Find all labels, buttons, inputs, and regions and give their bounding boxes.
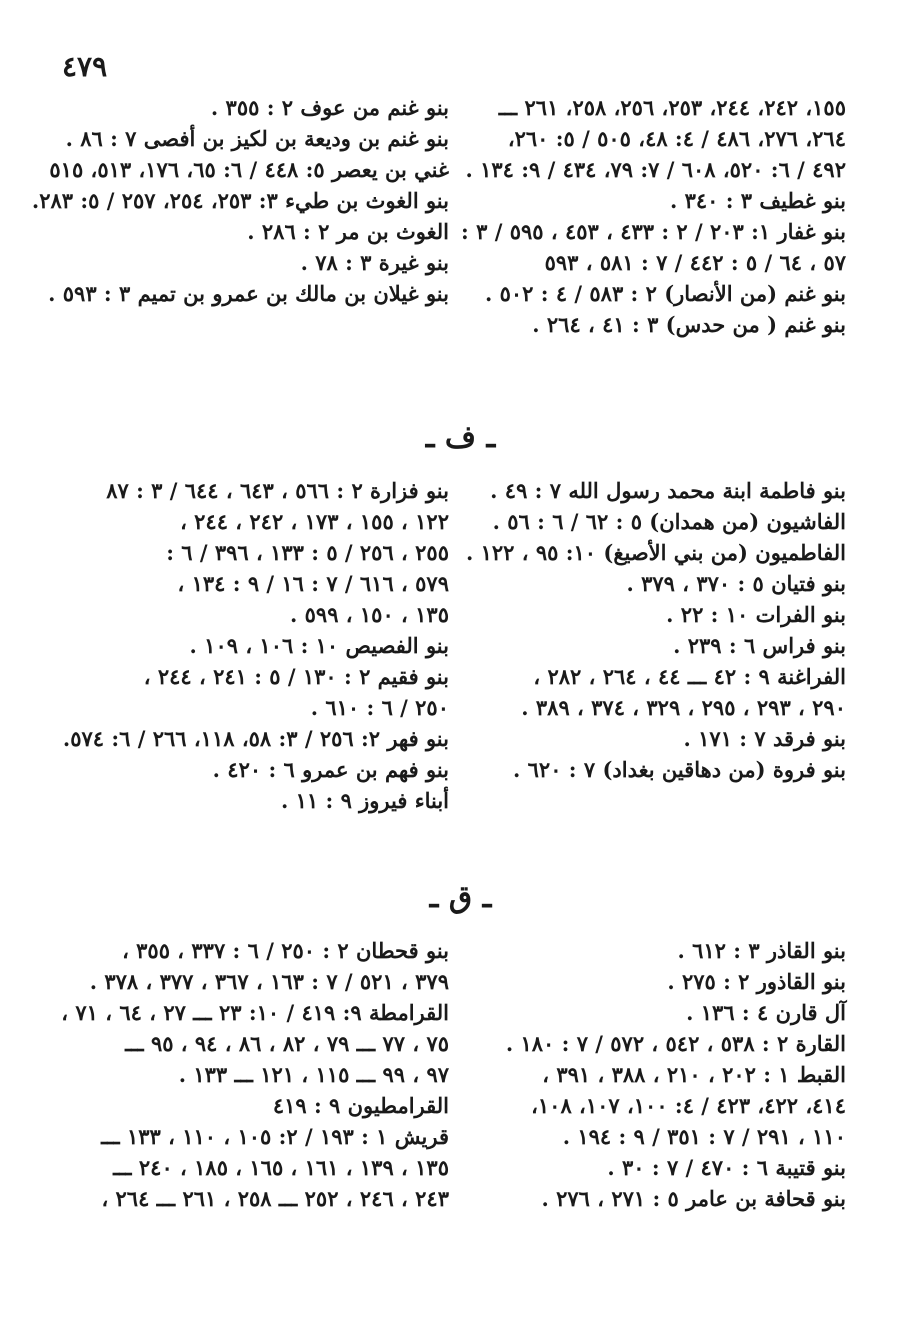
section-header-qaf: ـ ق ـ: [429, 880, 492, 915]
index-entry-line: ١٢٢ ، ١٥٥ ، ١٧٣ ، ٢٤٢ ، ٢٤٤ ،: [180, 509, 449, 534]
index-entry-line: ٩٧ ، ٩٩ ـــ ١١٥ ، ١٢١ ـــ ١٣٣ .: [178, 1062, 449, 1087]
top-right-column: [461, 92, 846, 340]
index-entry-line: بنو فراس ٦ : ٢٣٩ .: [673, 633, 846, 658]
qaf-right-column: [466, 935, 846, 1214]
index-entry-line: ١٥٥، ٢٤٢، ٢٤٤، ٢٥٣، ٢٥٦، ٢٥٨، ٢٦١ ـــ: [498, 95, 846, 120]
index-entry-line: غني بن يعصر ٥: ٤٤٨ / ٦: ٦٥، ١٧٦، ٥١٣، ٥١٥: [49, 157, 449, 182]
index-entry-line: ٤٩٢ / ٦: ٥٢٠، ٦٠٨ / ٧: ٧٩، ٤٣٤ / ٩: ١٣٤ .: [465, 157, 846, 182]
index-entry-line: القارة ٢ : ٥٣٨ ، ٥٤٢ ، ٥٧٢ / ٧ : ١٨٠ .: [505, 1031, 846, 1056]
index-entry-line: بنو فاطمة ابنة محمد رسول الله ٧ : ٤٩ .: [490, 478, 846, 503]
index-entry-line: ٢٦٤، ٢٧٦، ٤٨٦ / ٤: ٤٨، ٥٠٥ / ٥: ٢٦٠،: [507, 126, 846, 151]
index-entry-line: ١١٠ ، ٢٩١ / ٧ : ٣٥١ / ٩ : ١٩٤ .: [562, 1124, 846, 1149]
index-entry-line: ١٣٥ ، ١٣٩ ، ١٦١ ، ١٦٥ ، ١٨٥ ، ٢٤٠ ـــ: [113, 1155, 449, 1180]
index-entry-line: الفراغنة ٩ : ٤٢ ـــ ٤٤ ، ٢٦٤ ، ٢٨٢ ،: [533, 664, 846, 689]
index-entry-line: ٢٥٠ / ٦ : ٦١٠ .: [310, 695, 449, 720]
index-entry-line: بنو الفرات ١٠ : ٢٢ .: [666, 602, 846, 627]
top-left-column: [31, 92, 449, 309]
index-entry-line: آل قارن ٤ : ١٣٦ .: [686, 1000, 846, 1025]
index-entry-line: ٣٧٩ ، ٥٢١ / ٧ : ١٦٣ ، ٣٦٧ ، ٣٧٧ ، ٣٧٨ .: [89, 969, 449, 994]
index-entry-line: القبط ١ : ٢٠٢ ، ٢١٠ ، ٣٨٨ ، ٣٩١ ،: [542, 1062, 846, 1087]
index-entry-line: ٥٧٩ ، ٦١٦ / ٧ : ١٦ / ٩ : ١٣٤ ،: [177, 571, 449, 596]
index-entry-line: ٥٧ ، ٦٤ / ٥ : ٤٤٢ / ٧ : ٥٨١ ، ٥٩٣: [544, 250, 846, 275]
index-entry-line: أبناء فيروز ٩ : ١١ .: [281, 788, 449, 813]
index-entry-line: الفاطميون (من بني الأصيغ) ١٠: ٩٥ ، ١٢٢ .: [466, 540, 846, 565]
page-number: ٤٧٩: [62, 50, 108, 83]
index-entry-line: القرامطيون ٩ : ٤١٩: [272, 1093, 449, 1118]
index-entry-line: بنو فتيان ٥ : ٣٧٠ ، ٣٧٩ .: [626, 571, 846, 596]
index-entry-line: ٧٥ ، ٧٧ ـــ ٧٩ ، ٨٢ ، ٨٦ ، ٩٤ ، ٩٥ ـــ: [125, 1031, 449, 1056]
index-entry-line: بنو فروة (من دهاقين بغداد) ٧ : ٦٢٠ .: [513, 757, 846, 782]
index-entry-line: قريش ١ : ١٩٣ / ٢: ١٠٥ ، ١١٠ ، ١٣٣ ـــ: [101, 1124, 449, 1149]
section-header-fa: ـ ف ـ: [425, 420, 496, 455]
index-entry-line: بنو غيرة ٣ : ٧٨ .: [300, 250, 449, 275]
index-entry-line: بنو فزارة ٢ : ٥٦٦ ، ٦٤٣ ، ٦٤٤ / ٣ : ٨٧: [106, 478, 449, 503]
index-entry-line: ٢٥٥ ، ٢٥٦ / ٥ : ١٣٣ ، ٣٩٦ / ٦ :: [166, 540, 449, 565]
index-entry-line: بنو الفصيص ١٠ : ١٠٦ ، ١٠٩ .: [189, 633, 449, 658]
index-entry-line: بنو غنم بن وديعة بن لكيز بن أفصى ٧ : ٨٦ .: [65, 126, 449, 151]
index-entry-line: بنو غنم من عوف ٢ : ٣٥٥ .: [210, 95, 449, 120]
index-entry-line: بنو الغوث بن طيء ٣: ٢٥٣، ٢٥٤، ٢٥٧ / ٥: ٢٨٣.: [31, 188, 449, 213]
index-entry-line: بنو القاذور ٢ : ٢٧٥ .: [667, 969, 846, 994]
index-entry-line: بنو قتيبة ٦ : ٤٧٠ / ٧ : ٣٠ .: [607, 1155, 846, 1180]
index-entry-line: بنو فرقد ٧ : ١٧١ .: [683, 726, 846, 751]
index-entry-line: ١٣٥ ، ١٥٠ ، ٥٩٩ .: [290, 602, 449, 627]
index-entry-line: بنو فقيم ٢ : ١٣٠ / ٥ : ٢٤١ ، ٢٤٤ ،: [143, 664, 449, 689]
index-entry-line: الغوث بن مر ٢ : ٢٨٦ .: [247, 219, 449, 244]
index-entry-line: بنو غنم ( من حدس) ٣ : ٤١ ، ٢٦٤ .: [532, 312, 846, 337]
index-entry-line: بنو قحطان ٢ : ٢٥٠ / ٦ : ٣٣٧ ، ٣٥٥ ،: [122, 938, 449, 963]
index-entry-line: القرامطة ٩: ٤١٩ / ١٠: ٢٣ ـــ ٢٧ ، ٦٤ ، ٧١ ،: [61, 1000, 449, 1025]
qaf-left-column: [59, 935, 449, 1214]
index-entry-line: ٢٤٣ ، ٢٤٦ ، ٢٥٢ ـــ ٢٥٨ ، ٢٦١ ـــ ٢٦٤ ،: [101, 1186, 449, 1211]
index-entry-line: بنو غفار ١: ٢٠٣ / ٢ : ٤٣٣ ، ٤٥٣ ، ٥٩٥ / ٣ :: [461, 219, 846, 244]
index-entry-line: بنو القاذر ٣ : ٦١٢ .: [677, 938, 846, 963]
index-entry-line: ٤١٤، ٤٢٢، ٤٢٣ / ٤: ١٠٠، ١٠٧، ١٠٨،: [531, 1093, 846, 1118]
index-entry-line: بنو فهم بن عمرو ٦ : ٤٢٠ .: [212, 757, 449, 782]
index-entry-line: بنو غيلان بن مالك بن عمرو بن تميم ٣ : ٥٩٣ .: [48, 281, 449, 306]
fa-right-column: [466, 475, 846, 785]
index-entry-line: بنو غنم (من الأنصار) ٢ : ٥٨٣ / ٤ : ٥٠٢ .: [484, 281, 846, 306]
fa-left-column: [59, 475, 449, 816]
index-entry-line: الفاشيون (من همدان) ٥ : ٦٢ / ٦ : ٥٦ .: [492, 509, 846, 534]
index-entry-line: ٢٩٠ ، ٢٩٣ ، ٢٩٥ ، ٣٢٩ ، ٣٧٤ ، ٣٨٩ .: [521, 695, 846, 720]
index-entry-line: بنو قحافة بن عامر ٥ : ٢٧١ ، ٢٧٦ .: [541, 1186, 846, 1211]
index-entry-line: بنو فهر ٢: ٢٥٦ / ٣: ٥٨، ١١٨، ٢٦٦ / ٦: ٥٧٤.: [62, 726, 449, 751]
index-entry-line: بنو غطيف ٣ : ٣٤٠ .: [669, 188, 846, 213]
